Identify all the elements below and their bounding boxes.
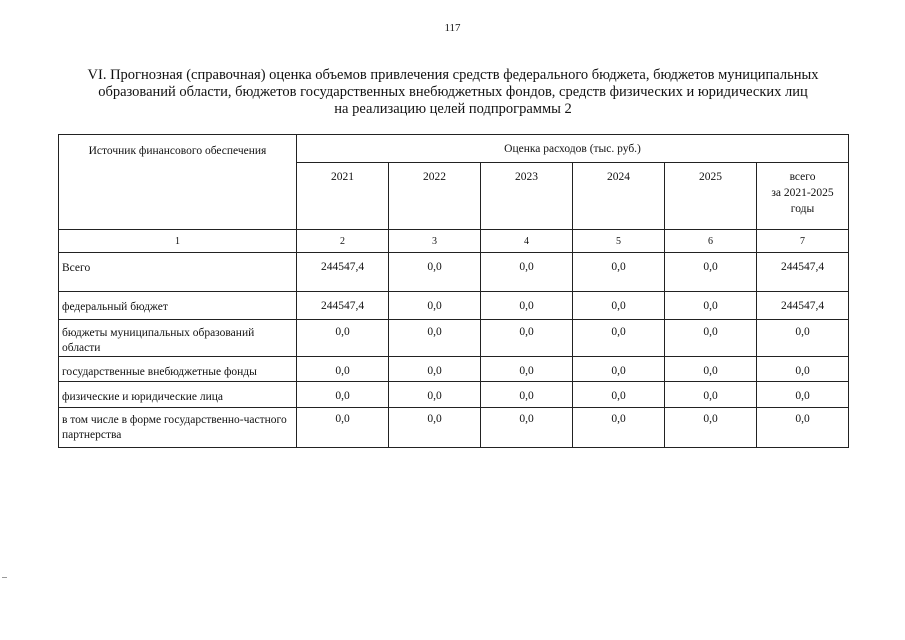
title-line: VI. Прогнозная (справочная) оценка объемов привлечения средств федерального бюджета, бюджетов муниципальных [87,67,819,83]
cell-value: 0,0 [389,292,481,320]
cell-value: 0,0 [573,320,665,357]
total-header [757,163,849,230]
cell-value: 0,0 [573,357,665,382]
cell-value: 0,0 [481,382,573,408]
cell-value: 244547,4 [297,253,389,292]
column-number: 2 [297,230,389,253]
cell-value: 0,0 [573,408,665,448]
cell-value: 0,0 [481,408,573,448]
title-line: образований области, бюджетов государственных внебюджетных фондов, средств физических и юридических лиц [98,84,808,100]
cell-value: 0,0 [297,408,389,448]
year-header: 2023 [481,163,573,230]
cell-value: 0,0 [481,253,573,292]
total-header-line: за 2021-2025 [771,187,834,199]
table-row [59,408,849,448]
cell-value: 0,0 [757,320,849,357]
source-header: Источник финансового обеспечения [59,135,297,230]
year-header: 2024 [573,163,665,230]
cell-value: 0,0 [481,292,573,320]
estimate-header: Оценка расходов (тыс. руб.) [297,135,849,163]
cell-value: 0,0 [757,357,849,382]
cell-value: 0,0 [665,357,757,382]
row-label: бюджеты муниципальных образований области [59,320,297,357]
cell-value: 244547,4 [757,292,849,320]
table-row [59,320,849,357]
cell-value: 244547,4 [297,292,389,320]
row-label: в том числе в форме государственно-частного партнерства [59,408,297,448]
cell-value: 0,0 [481,357,573,382]
funding-table [58,134,849,448]
cell-value: 0,0 [297,320,389,357]
year-header: 2021 [297,163,389,230]
page-number: 117 [444,22,461,34]
column-number: 1 [59,230,297,253]
column-number: 5 [573,230,665,253]
cell-value: 0,0 [573,292,665,320]
cell-value: 0,0 [665,253,757,292]
table-row [59,253,849,292]
cell-value: 0,0 [389,253,481,292]
cell-value: 0,0 [573,253,665,292]
row-label: государственные внебюджетные фонды [59,357,297,382]
row-label: Всего [59,253,297,292]
cell-value: 0,0 [297,382,389,408]
scan-edge-mark [2,577,7,578]
cell-value: 0,0 [297,357,389,382]
section-title [60,67,846,118]
row-label: федеральный бюджет [59,292,297,320]
column-number: 3 [389,230,481,253]
column-number: 4 [481,230,573,253]
cell-value: 0,0 [389,320,481,357]
cell-value: 0,0 [665,292,757,320]
total-header-line: годы [790,203,815,215]
row-label: физические и юридические лица [59,382,297,408]
column-number: 7 [757,230,849,253]
table-row [59,292,849,320]
year-header: 2025 [665,163,757,230]
cell-value: 0,0 [757,408,849,448]
total-header-line: всего [789,171,816,183]
column-number: 6 [665,230,757,253]
cell-value: 0,0 [665,320,757,357]
table-row [59,357,849,382]
cell-value: 0,0 [757,382,849,408]
cell-value: 0,0 [389,382,481,408]
cell-value: 0,0 [573,382,665,408]
cell-value: 244547,4 [757,253,849,292]
cell-value: 0,0 [389,357,481,382]
title-line: на реализацию целей подпрограммы 2 [334,101,572,117]
cell-value: 0,0 [481,320,573,357]
cell-value: 0,0 [389,408,481,448]
table-row [59,382,849,408]
cell-value: 0,0 [665,382,757,408]
year-header: 2022 [389,163,481,230]
cell-value: 0,0 [665,408,757,448]
